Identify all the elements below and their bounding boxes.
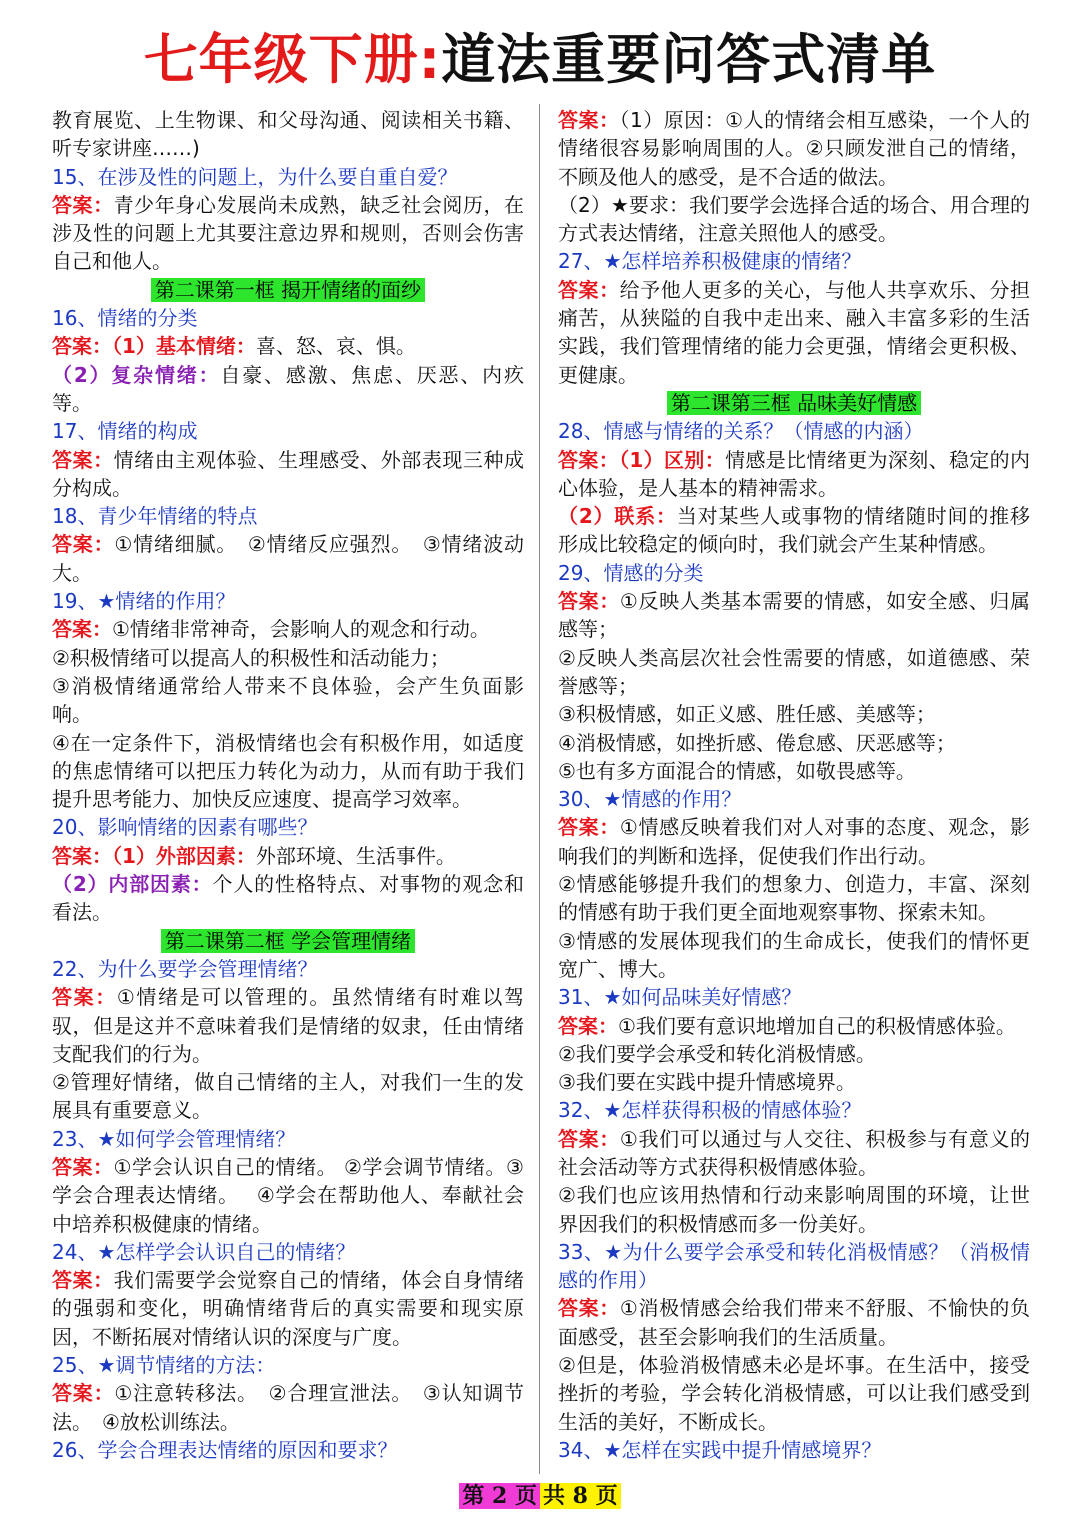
answer-label: 答案： xyxy=(558,1013,618,1038)
answer-point xyxy=(52,361,524,418)
answer-text: ①我们可以通过与人交往、积极参与有意义的社会活动等方式获得积极情感体验。 xyxy=(558,1126,1030,1179)
text-line: ②我们要学会承受和转化消极情感。 xyxy=(558,1041,876,1066)
answer-text: ①情感反映着我们对人对事的态度、观念，影响我们的判断和选择，促使我们作出行动。 xyxy=(558,815,1030,868)
answer-label: 答案： xyxy=(558,447,620,472)
answer-label: 答案： xyxy=(558,108,620,132)
answer-point xyxy=(558,502,1030,559)
text-line: ②我们也应该用热情和行动来影响周围的环境，让世界因我们的积极情感而多一份美好。 xyxy=(558,1183,1030,1236)
answer-text: ①反映人类基本需要的情感，如安全感、归属感等； xyxy=(558,589,1030,642)
question: 26、学会合理表达情绪的原因和要求？ xyxy=(52,1437,398,1462)
point-keyword: （2）联系： xyxy=(558,504,677,529)
answer xyxy=(558,587,1030,644)
answer xyxy=(52,530,524,587)
answer-text: 我们需要学会觉察自己的情绪，体会自身情绪的强弱和变化，明确情绪背后的真实需要和现实原因，不断拓展对情绪认识的深度与广度。 xyxy=(52,1268,525,1349)
text-line: ③我们要在实践中提升情感境界。 xyxy=(558,1070,856,1095)
question: 24、★怎样学会认识自己的情绪？ xyxy=(52,1239,356,1264)
title-subject: 道法重要问答式清单 xyxy=(441,28,937,91)
column-divider xyxy=(539,104,540,1474)
section-heading-label: 第二课第三框 品味美好情感 xyxy=(667,391,921,415)
answer-text: ①情绪非常神奇，会影响人的观念和行动。 xyxy=(112,617,490,642)
answer xyxy=(52,842,524,870)
answer-label: 答案： xyxy=(558,277,620,302)
answer-text: 情绪由主观体验、生理感受、外部表现三种成分构成。 xyxy=(52,447,525,500)
answer-label: 答案： xyxy=(52,334,112,359)
answer-label: 答案： xyxy=(558,815,620,840)
answer xyxy=(558,1125,1030,1182)
answer-label: 答案： xyxy=(52,1268,114,1293)
text-line: ②管理好情绪，做自己情绪的主人，对我们一生的发展具有重要意义。 xyxy=(52,1070,524,1123)
question: 27、★怎样培养积极健康的情绪？ xyxy=(558,249,862,274)
text-line: ②积极情绪可以提高人的积极性和活动能力； xyxy=(52,645,450,670)
text-line: ⑤也有多方面混合的情感，如敬畏感等。 xyxy=(558,758,916,783)
answer-text: 喜、怒、哀、惧。 xyxy=(255,334,416,359)
question: 16、情绪的分类 xyxy=(52,306,198,331)
answer xyxy=(52,1379,524,1436)
answer-label: 答案： xyxy=(558,1126,620,1151)
answer-label: 答案： xyxy=(52,532,115,557)
answer-label: 答案： xyxy=(52,843,112,868)
answer xyxy=(558,106,1030,191)
text-line: ④在一定条件下，消极情绪也会有积极作用，如适度的焦虑情绪可以把压力转化为动力，从而有助于我们提升思考能力、加快反应速度、提高学习效率。 xyxy=(52,730,524,812)
answer-keyword: （1）外部因素： xyxy=(112,843,256,868)
answer-label: 答案： xyxy=(558,1296,620,1321)
question: 15、在涉及性的问题上，为什么要自重自爱？ xyxy=(52,164,458,189)
question: 28、情感与情绪的关系？（情感的内涵） xyxy=(558,419,924,444)
answer xyxy=(52,983,524,1068)
answer xyxy=(558,276,1030,389)
question: 29、情感的分类 xyxy=(558,560,704,585)
answer-label: 答案： xyxy=(52,1381,115,1406)
answer-text: ①我们要有意识地增加自己的积极情感体验。 xyxy=(618,1013,1016,1038)
text-line: （2）★要求：我们要学会选择合适的场合、用合理的方式表达情绪，注意关照他人的感受。 xyxy=(558,192,1030,246)
answer-text: ①消极情感会给我们带来不舒服、不愉快的负面感受，甚至会影响我们的生活质量。 xyxy=(558,1296,1030,1349)
text-line: ③情感的发展体现我们的生命成长，使我们的情怀更宽广、博大。 xyxy=(558,928,1030,981)
point-text: 自豪、感激、焦虑、厌恶、内疚等。 xyxy=(52,362,524,415)
text-line: ③积极情感，如正义感、胜任感、美感等； xyxy=(558,702,936,727)
answer xyxy=(52,1153,524,1238)
text-line: 教育展览、上生物课、和父母沟通、阅读相关书籍、听专家讲座……) xyxy=(52,108,524,161)
answer xyxy=(52,332,524,360)
question: 32、★怎样获得积极的情感体验？ xyxy=(558,1098,862,1123)
left-column xyxy=(52,106,524,1464)
question: 33、★为什么要学会承受和转化消极情感？（消极情感的作用） xyxy=(558,1239,1030,1293)
answer-text: ①学会认识自己的情绪。 ②学会调节情绪。③学会合理表达情绪。 ④学会在帮助他人、奉献社会中培养积极健康的情绪。 xyxy=(52,1154,524,1236)
text-line: ②反映人类高层次社会性需要的情感，如道德感、荣誉感等； xyxy=(558,645,1030,698)
section-heading xyxy=(52,927,524,955)
question: 30、★情感的作用？ xyxy=(558,787,742,812)
text-line: ③消极情绪通常给人带来不良体验，会产生负面影响。 xyxy=(52,673,524,727)
point-text: 个人的性格特点、对事物的观念和看法。 xyxy=(52,872,525,925)
answer xyxy=(558,813,1030,870)
answer-label: 答案： xyxy=(52,447,114,472)
title-grade: 七年级下册: xyxy=(143,28,442,91)
answer xyxy=(558,1012,1030,1040)
answer-point xyxy=(52,870,524,927)
point-text: 当对某些人或事物的情绪随时间的推移形成比较稳定的倾向时，我们就会产生某种情感。 xyxy=(558,504,1031,557)
answer-label: 答案： xyxy=(558,589,620,614)
page-total: 共 8 页 xyxy=(540,1483,621,1509)
section-heading-label: 第二课第二框 学会管理情绪 xyxy=(161,929,415,953)
question: 31、★如何品味美好情感？ xyxy=(558,985,802,1010)
answer-label: 答案： xyxy=(52,192,114,217)
question: 19、★情绪的作用？ xyxy=(52,589,236,614)
question: 20、影响情绪的因素有哪些？ xyxy=(52,815,318,840)
text-line: ④消极情感，如挫折感、倦怠感、厌恶感等； xyxy=(558,730,956,755)
answer-text: 外部环境、生活事件。 xyxy=(255,843,456,868)
question: 34、★怎样在实践中提升情感境界？ xyxy=(558,1437,882,1462)
question: 17、情绪的构成 xyxy=(52,419,198,444)
answer-text: ①情绪是可以管理的。虽然情绪有时难以驾驭，但是这并不意味着我们是情绪的奴隶，任由情绪支配我们的行为。 xyxy=(52,985,525,1066)
answer-text: 情感是比情绪更为深刻、稳定的内心体验，是人基本的精神需求。 xyxy=(558,447,1031,500)
section-heading xyxy=(52,276,524,304)
section-heading xyxy=(558,389,1030,417)
text-line: ②但是，体验消极情感未必是坏事。在生活中，接受挫折的考验，学会转化消极情感，可以让我们感受到生活的美好，不断成长。 xyxy=(558,1353,1030,1434)
question: 22、为什么要学会管理情绪？ xyxy=(52,956,318,981)
answer-label: 答案： xyxy=(52,617,112,642)
answer-text: ①注意转移法。 ②合理宣泄法。 ③认知调节法。 ④放松训练法。 xyxy=(52,1381,524,1434)
point-keyword: （2）内部因素： xyxy=(52,872,213,897)
text-line: ②情感能够提升我们的想象力、创造力，丰富、深刻的情感有助于我们更全面地观察事物、探索未知。 xyxy=(558,872,1030,925)
answer xyxy=(558,446,1030,503)
answer xyxy=(52,1266,524,1351)
answer xyxy=(558,1294,1030,1351)
answer xyxy=(52,615,524,643)
question: 23、★如何学会管理情绪？ xyxy=(52,1126,296,1151)
answer xyxy=(52,191,524,276)
point-keyword: （2）复杂情绪： xyxy=(52,362,221,387)
right-column xyxy=(558,106,1030,1464)
answer-keyword: （1）基本情绪： xyxy=(112,334,256,359)
page-number: 第 2 页 xyxy=(459,1483,540,1509)
page-footer xyxy=(0,1480,1080,1512)
answer xyxy=(52,446,524,503)
answer-label: 答案： xyxy=(52,985,117,1010)
page-title xyxy=(0,22,1080,98)
question: 25、★调节情绪的方法： xyxy=(52,1353,276,1378)
answer-text: 给予他人更多的关心，与他人共享欢乐、分担痛苦，从狭隘的自我中走出来、融入丰富多彩的生活实践，我们管理情绪的能力会更强，情绪会更积极、更健康。 xyxy=(558,277,1031,387)
answer-text: （1）原因：①人的情绪会相互感染，一个人的情绪很容易影响周围的人。②只顾发泄自己的情绪，不顾及他人的感受，是不合适的做法。 xyxy=(558,108,1031,189)
answer-text: ①情绪细腻。 ②情绪反应强烈。 ③情绪波动大。 xyxy=(52,532,524,585)
answer-label: 答案： xyxy=(52,1154,114,1179)
question: 18、青少年情绪的特点 xyxy=(52,504,258,529)
answer-keyword: （1）区别： xyxy=(619,447,726,472)
section-heading-label: 第二课第一框 揭开情绪的面纱 xyxy=(151,278,425,302)
answer-text: 青少年身心发展尚未成熟，缺乏社会阅历，在涉及性的问题上尤其要注意边界和规则，否则会伤害自己和他人。 xyxy=(52,192,525,274)
